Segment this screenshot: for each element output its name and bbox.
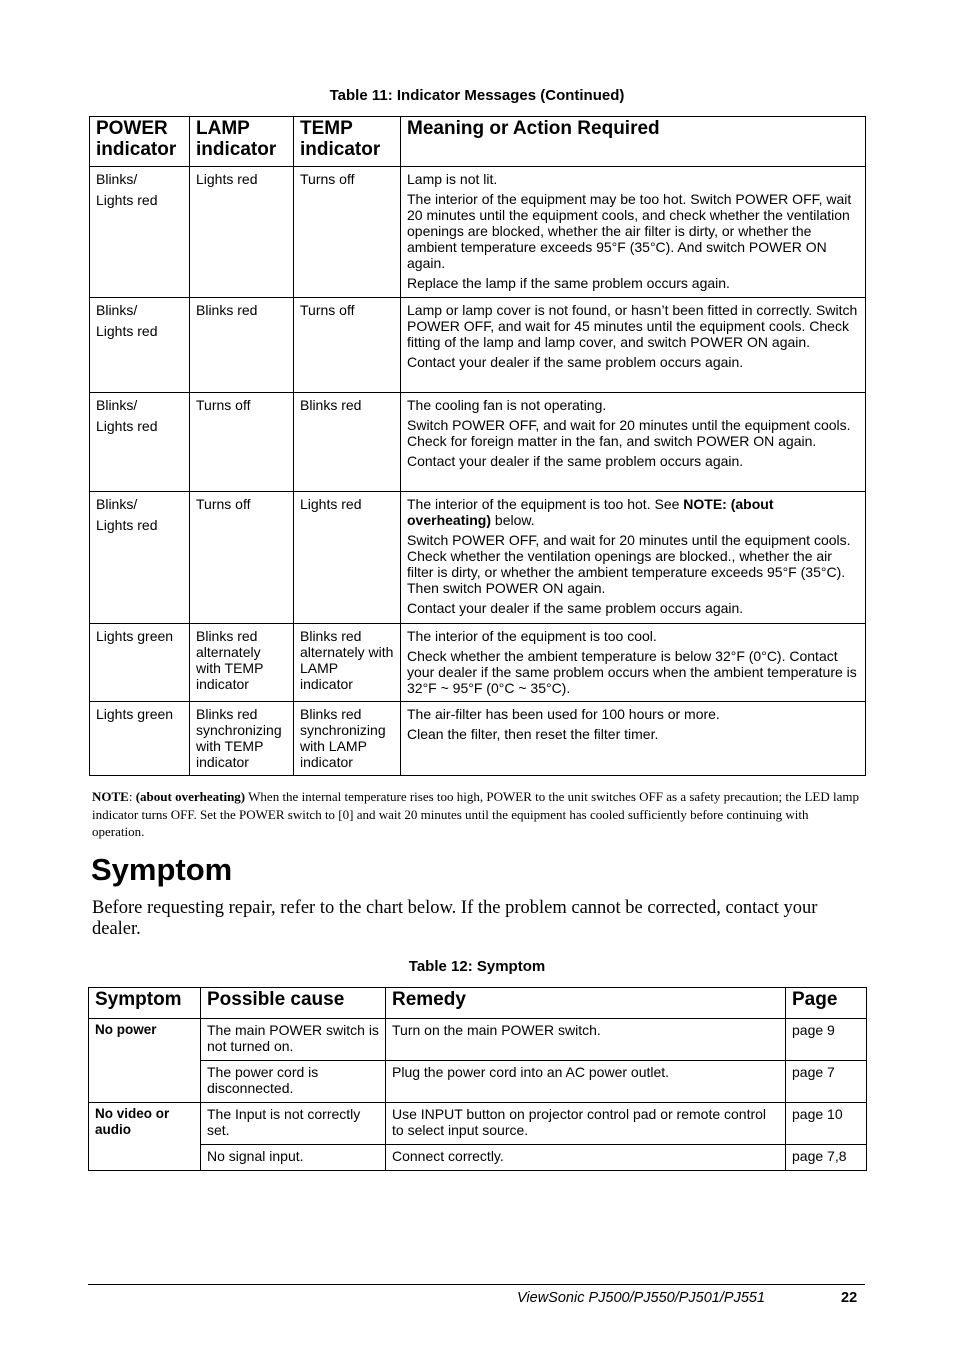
temp-cell: Blinks red alternately with LAMP indicator [294,624,401,702]
power-line: Lights red [96,192,158,208]
table-header-row [90,117,866,167]
power-cell [90,393,190,492]
power-cell [90,492,190,624]
table-row [89,1019,867,1061]
remedy-cell: Plug the power cord into an AC power outlet. [386,1061,786,1103]
meaning-paragraph: The cooling fan is not operating. [407,397,607,413]
header-power-indicator: POWER indicator [90,117,190,167]
table-row [89,1061,867,1103]
power-line: Lights red [96,517,158,533]
power-cell [90,298,190,393]
power-line: Blinks/ [96,302,138,318]
note-label: NOTE [92,789,129,804]
temp-cell: Turns off [294,167,401,298]
power-line: Lights red [96,418,158,434]
cause-cell: The power cord is disconnected. [201,1061,386,1103]
meaning-text: below. [491,512,535,528]
meaning-paragraph: Replace the lamp if the same problem occurs again. [407,275,730,291]
meaning-paragraph: Contact your dealer if the same problem occurs again. [407,600,744,616]
footer-product-name: ViewSonic PJ500/PJ550/PJ501/PJ551 [517,1290,766,1306]
meaning-paragraph: Lamp is not lit. [407,171,498,187]
table-row [90,624,866,702]
meaning-paragraph: Switch POWER OFF, and wait for 20 minutes until the equipment cools. Check whether the ventilation openings are blocked., whether the air filter is dirty, or whether the ambient temperature exceeds 95°F (35°C). Then switch POWER ON again. [407,532,851,596]
power-cell [90,167,190,298]
symptom-table [88,987,867,1171]
meaning-paragraph: Contact your dealer if the same problem occurs again. [407,354,744,370]
section-heading: Symptom [91,852,233,887]
meaning-paragraph: Switch POWER OFF, and wait for 20 minutes until the equipment cools. Check for foreign matter in the fan, and switch POWER ON again. [407,417,851,449]
meaning-paragraph: Lamp or lamp cover is not found, or hasn’t been fitted in correctly. Switch POWER OFF, and wait for 45 minutes until the equipment cools. Check fitting of the lamp and lamp cover, and switch POWER ON again. [407,302,858,350]
page-cell: page 10 [786,1103,867,1145]
footer-divider [88,1284,865,1285]
page-cell: page 7 [786,1061,867,1103]
table-header-row [89,988,867,1019]
header-meaning: Meaning or Action Required [401,117,866,167]
meaning-cell [401,393,866,492]
page-cell: page 9 [786,1019,867,1061]
symptom-cell: No video or audio [89,1103,201,1171]
note-colon: : [128,789,136,804]
remedy-cell: Connect correctly. [386,1145,786,1171]
temp-cell: Blinks red synchronizing with LAMP indicator [294,702,401,776]
meaning-cell [401,492,866,624]
table-row [89,1145,867,1171]
power-line: Lights red [96,323,158,339]
power-line: Blinks/ [96,397,138,413]
intro-paragraph: Before requesting repair, refer to the chart below. If the problem cannot be corrected, contact your dealer. [92,898,818,939]
overheating-note [92,788,862,841]
lamp-cell: Blinks red synchronizing with TEMP indicator [190,702,294,776]
remedy-cell: Use INPUT button on projector control pad or remote control to select input source. [386,1103,786,1145]
page-cell: page 7,8 [786,1145,867,1171]
meaning-paragraph: Check whether the ambient temperature is below 32°F (0°C). Contact your dealer if the same problem occurs when the ambient temperature is 32°F ~ 95°F (0°C ~ 35°C). [407,648,857,696]
lamp-cell: Turns off [190,393,294,492]
power-line: Blinks/ [96,496,138,512]
lamp-cell: Blinks red alternately with TEMP indicator [190,624,294,702]
header-possible-cause: Possible cause [201,988,386,1019]
table-row [90,393,866,492]
symptom-cell: No power [89,1019,201,1103]
meaning-paragraph: The interior of the equipment is too cool. [407,628,657,644]
temp-cell: Turns off [294,298,401,393]
power-line: Blinks/ [96,171,138,187]
indicator-messages-table [89,116,866,776]
header-page: Page [786,988,867,1019]
table-12-caption: Table 12: Symptom [408,958,546,975]
note-subject: (about overheating) [135,789,246,804]
meaning-paragraph: The interior of the equipment may be too hot. Switch POWER OFF, wait 20 minutes until the equipment cools, and check whether the ventilation openings are blocked, whether the air filter is dirty, or whether the ambient temperature exceeds 95°F (35°C). And switch POWER ON again. [407,191,852,271]
cause-cell: The main POWER switch is not turned on. [201,1019,386,1061]
header-symptom: Symptom [89,988,201,1019]
meaning-text: The interior of the equipment is too hot. See [407,496,684,512]
table-row [90,167,866,298]
meaning-cell [401,702,866,776]
cause-cell: The Input is not correctly set. [201,1103,386,1145]
temp-cell: Lights red [294,492,401,624]
table-row [90,492,866,624]
meaning-paragraph: The air-filter has been used for 100 hours or more. [407,706,720,722]
header-lamp-indicator: LAMP indicator [190,117,294,167]
meaning-cell [401,298,866,393]
table-11-caption: Table 11: Indicator Messages (Continued) [329,87,625,104]
note-text: When the internal temperature rises too high, POWER to the unit switches OFF as a safety precaution; the LED lamp indicator turns OFF. Set the POWER switch to [0] and wait 20 minutes until the equipment has cooled sufficiently before continuing with operation. [92,789,860,839]
table-row [89,1103,867,1145]
table-row [90,298,866,393]
lamp-cell: Lights red [190,167,294,298]
meaning-cell [401,167,866,298]
note-reference: NOTE: (about overheating) [407,496,774,528]
meaning-cell [401,624,866,702]
table-row [90,702,866,776]
lamp-cell: Turns off [190,492,294,624]
header-remedy: Remedy [386,988,786,1019]
meaning-paragraph: Clean the filter, then reset the filter timer. [407,726,659,742]
cause-cell: No signal input. [201,1145,386,1171]
power-cell: Lights green [90,702,190,776]
meaning-paragraph: Contact your dealer if the same problem occurs again. [407,453,744,469]
remedy-cell: Turn on the main POWER switch. [386,1019,786,1061]
lamp-cell: Blinks red [190,298,294,393]
header-temp-indicator: TEMP indicator [294,117,401,167]
temp-cell: Blinks red [294,393,401,492]
power-cell: Lights green [90,624,190,702]
page-number: 22 [841,1290,858,1306]
meaning-paragraph [407,496,859,528]
